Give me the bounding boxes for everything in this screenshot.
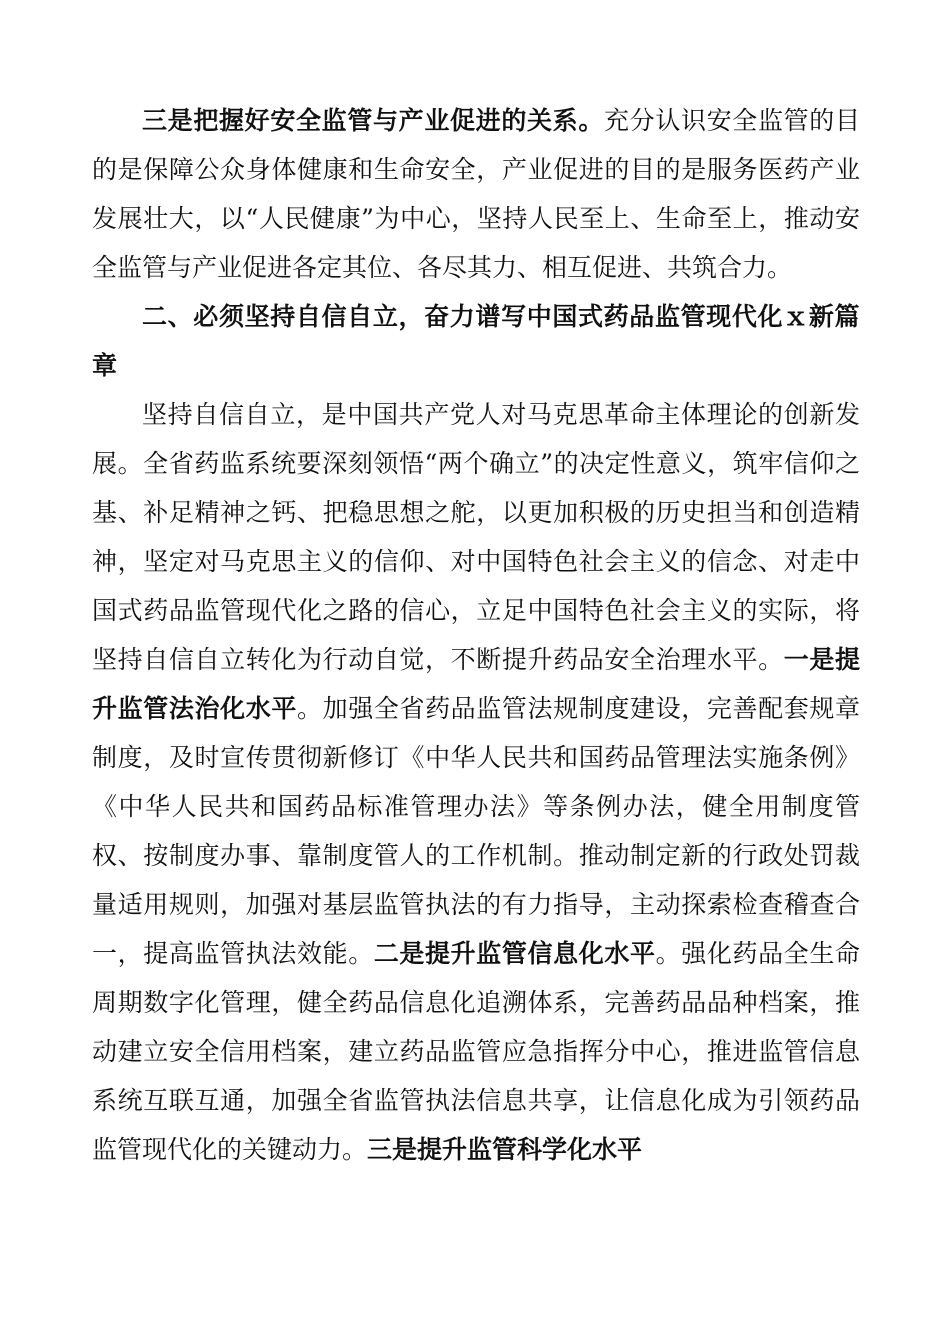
paragraph-text: 。强化药品全生命周期数字化管理，健全药品信息化追溯体系，完善药品品种档案，推动建立安全信用档案，建立药品监管应急指挥分中心，推进监管信息系统互联互通，加强全省监管执法信息共享，让信息化成为引领药品监管现代化的关键动力。 bbox=[92, 939, 860, 1164]
paragraph-self-confidence bbox=[92, 390, 860, 1174]
section-heading: 二、必须坚持自信自立，奋力谱写中国式药品监管现代化ｘ新篇章 bbox=[92, 302, 860, 380]
bold-lead-three: 三是把握好安全监管与产业促进的关系。 bbox=[142, 106, 604, 135]
document-body bbox=[92, 96, 860, 1174]
paragraph-relationship bbox=[92, 96, 860, 292]
paragraph-text: 。加强全省药品监管法规制度建设，完善配套规章制度，及时宣传贯彻新修订《中华人民共和国药品管理法实施条例》《中华人民共和国药品标准管理办法》等条例办法，健全用制度管权、按制度办事、靠制度管人的工作机制。推动制定新的行政处罚裁量适用规则，加强对基层监管执法的有力指导，主动探索检查稽查合一，提高监管执法效能。 bbox=[92, 694, 860, 968]
paragraph-text: 充分认识安全监管的目的是保障公众身体健康和生命安全，产业促进的目的是服务医药产业发展壮大，以“人民健康”为中心，坚持人民至上、生命至上，推动安全监管与产业促进各定其位、各尽其力、相互促进、共筑合力。 bbox=[92, 106, 860, 282]
bold-point-three: 三是提升监管科学化水平 bbox=[367, 1135, 643, 1164]
bold-point-one: 一是提升监管法治化水平 bbox=[92, 645, 860, 723]
bold-point-two: 二是提升监管信息化水平 bbox=[373, 939, 656, 968]
paragraph-text: 坚持自信自立，是中国共产党人对马克思革命主体理论的创新发展。全省药监系统要深刻领悟“两个确立”的决定性意义，筑牢信仰之基、补足精神之钙、把稳思想之舵，以更加积极的历史担当和创造精神，坚定对马克思主义的信仰、对中国特色社会主义的信念、对走中国式药品监管现代化之路的信心，立足中国特色社会主义的实际，将坚持自信自立转化为行动自觉，不断提升药品安全治理水平。 bbox=[92, 400, 860, 674]
